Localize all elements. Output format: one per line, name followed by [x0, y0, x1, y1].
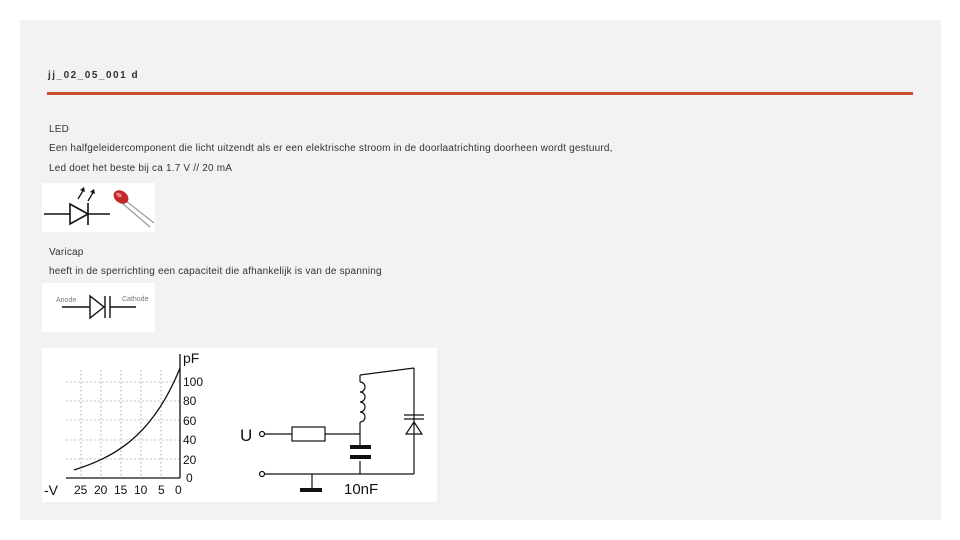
tuning-circuit: [260, 368, 425, 489]
capacitor-plate-top: [350, 445, 371, 449]
anode-label: Anode: [56, 297, 77, 304]
x-tick-label: 15: [114, 483, 128, 497]
led-spec: Led doet het beste bij ca 1.7 V // 20 mA: [49, 163, 233, 174]
y-tick-label: 60: [183, 414, 197, 428]
led-figure: [42, 183, 155, 232]
led-symbol-image: [42, 183, 155, 232]
varicap-title: Varicap: [49, 247, 84, 258]
header-divider: [47, 92, 913, 95]
y-tick-label: 20: [183, 453, 197, 467]
varicap-diagram-image: [42, 348, 437, 502]
slide-header: jj_02_05_001 d: [48, 70, 140, 81]
capacitor-value-label: 10nF: [344, 481, 379, 498]
x-unit-label: -V: [44, 482, 58, 498]
varicap-description: heeft in de sperrichting een capaciteit die afhankelijk is van de spanning: [49, 266, 382, 277]
x-tick-label: 25: [74, 483, 88, 497]
cathode-label: Cathode: [122, 296, 149, 303]
x-tick-label: 20: [94, 483, 108, 497]
led-title: LED: [49, 124, 70, 135]
capacitor-plate-bottom: [350, 455, 371, 459]
graph-grid: [66, 370, 180, 478]
y-tick-label: 100: [183, 375, 204, 389]
y-tick-label: 80: [183, 394, 197, 408]
x-tick-label: 0: [175, 483, 182, 497]
varicap-figure: [42, 283, 155, 332]
capacitance-curve: [74, 368, 180, 470]
y-unit-label: pF: [183, 350, 200, 366]
x-tick-label: 5: [158, 483, 165, 497]
y-tick-label: 40: [183, 433, 197, 447]
y-tick-label: 0: [186, 471, 193, 485]
ground-symbol: [300, 488, 322, 492]
varicap-symbol-image: [42, 283, 155, 332]
input-voltage-label: U: [240, 426, 253, 445]
varicap-graph-and-circuit: [42, 348, 437, 502]
x-tick-label: 10: [134, 483, 148, 497]
led-description: Een halfgeleidercomponent die licht uitzendt als er een elektrische stroom in de doorlaatrichting doorheen wordt gestuurd,: [49, 143, 613, 154]
